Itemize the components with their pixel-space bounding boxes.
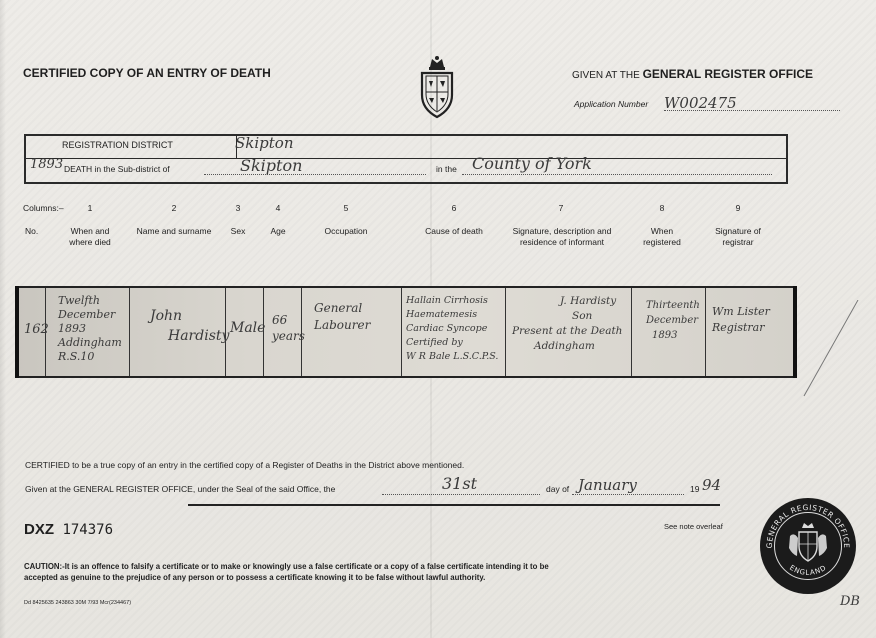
entry-left-bar xyxy=(15,286,19,378)
entry-informant-line: Present at the Death xyxy=(512,325,623,337)
document-title: CERTIFIED COPY OF AN ENTRY OF DEATH xyxy=(23,66,271,80)
county-line xyxy=(462,174,772,175)
entry-when-where-line: R.S.10 xyxy=(58,350,95,363)
given-statement: Given at the GENERAL REGISTER OFFICE, under the Seal of the said Office, the xyxy=(25,484,336,494)
entry-informant-line: J. Hardisty xyxy=(560,295,617,307)
entry-age xyxy=(272,312,305,344)
office-name: GENERAL REGISTER OFFICE xyxy=(642,67,814,81)
page-shadow xyxy=(0,0,6,638)
register-office-seal xyxy=(760,498,856,594)
margin-stroke xyxy=(800,300,860,400)
application-number-label: Application Number xyxy=(574,99,649,109)
entry-when-where xyxy=(58,294,122,364)
certified-statement: CERTIFIED to be a true copy of an entry in the certified copy of a Register of Deaths in the District above mentioned. xyxy=(25,460,465,470)
column-number-4: 4 xyxy=(275,203,281,213)
caution-line-1: CAUTION:-It is an offence to falsify a certificate or to make or knowingly use a false certificate or a copy of a false certificate intending it to be xyxy=(24,562,549,571)
month-line xyxy=(572,494,684,495)
given-at-label: GIVEN AT THE xyxy=(572,70,640,81)
entry-registered-line: Thirteenth xyxy=(646,300,700,311)
year-value: 94 xyxy=(702,476,722,494)
seal-top-text: GENERAL REGISTER OFFICE xyxy=(764,502,852,549)
month-value: January xyxy=(578,476,637,494)
entry-name-surname: Hardisty xyxy=(168,328,230,344)
subdistrict-value: Skipton xyxy=(240,156,303,175)
given-at-header xyxy=(572,67,813,81)
column-divider xyxy=(401,288,402,376)
subdistrict-label: DEATH in the Sub-district of xyxy=(64,164,170,174)
entry-cause-line: Certified by xyxy=(406,337,463,348)
column-divider xyxy=(631,288,632,376)
entry-right-bar xyxy=(793,286,797,378)
entry-informant-line: Son xyxy=(572,310,593,322)
svg-text:ENGLAND xyxy=(788,564,828,577)
signature-rule xyxy=(188,504,720,506)
county-label: in the xyxy=(436,164,457,174)
entry-when-where-line: Twelfth xyxy=(58,294,100,307)
entry-sex: Male xyxy=(230,320,266,336)
entry-age-number: 66 xyxy=(272,313,288,327)
column-divider xyxy=(129,288,130,376)
entry-occupation-line: General xyxy=(314,301,363,315)
registration-district-label: REGISTRATION DISTRICT xyxy=(62,140,173,150)
column-divider xyxy=(705,288,706,376)
day-of-label: day of xyxy=(546,484,570,494)
column-header-when-registered: When registered xyxy=(643,226,681,247)
subdistrict-line xyxy=(204,174,426,175)
column-divider xyxy=(505,288,506,376)
entry-cause-line: W R Bale L.S.C.P.S. xyxy=(406,351,499,362)
column-header-when-where: When and where died xyxy=(69,226,111,247)
column-header-informant: Signature, description and residence of informant xyxy=(512,226,612,247)
column-number-1: 1 xyxy=(87,203,93,213)
entry-name xyxy=(150,306,229,346)
seal-bottom-text: ENGLAND xyxy=(788,563,828,577)
column-no-label: No. xyxy=(25,226,39,236)
entry-registrar xyxy=(712,304,770,336)
column-number-9: 9 xyxy=(735,203,741,213)
registration-district-value: Skipton xyxy=(235,134,294,152)
royal-crest-icon xyxy=(418,55,456,121)
entry-registrar-line: Wm Lister xyxy=(712,305,770,318)
column-number-5: 5 xyxy=(343,203,349,213)
entry-cause-line: Cardiac Syncope xyxy=(406,323,488,334)
seal-emblem-icon xyxy=(760,498,856,594)
column-number-2: 2 xyxy=(171,203,177,213)
day-line xyxy=(382,494,540,495)
column-header-registrar: Signature of registrar xyxy=(715,226,761,247)
initials: DB xyxy=(840,594,860,609)
column-header-occupation: Occupation xyxy=(324,226,368,236)
column-number-8: 8 xyxy=(659,203,665,213)
entry-name-first: John xyxy=(150,308,183,324)
entry-cause-of-death xyxy=(406,294,498,364)
column-header-age: Age xyxy=(270,226,286,236)
entry-when-where-line: 1893 xyxy=(58,322,86,335)
column-number-6: 6 xyxy=(451,203,457,213)
column-number-3: 3 xyxy=(235,203,241,213)
entry-informant xyxy=(512,294,622,354)
entry-when-where-line: Addingham xyxy=(58,336,122,349)
serial-digits: 174376 xyxy=(62,522,114,538)
column-header-cause: Cause of death xyxy=(425,226,483,236)
entry-informant-line: Addingham xyxy=(534,340,595,352)
column-header-sex: Sex xyxy=(230,226,246,236)
serial-number xyxy=(24,521,113,539)
see-note-overleaf: See note overleaf xyxy=(664,522,723,531)
entry-when-where-line: December xyxy=(58,308,116,321)
day-value: 31st xyxy=(442,474,477,493)
registration-box-divider xyxy=(26,158,786,159)
entry-registered-line: 1893 xyxy=(652,330,678,341)
entry-age-unit: years xyxy=(272,329,305,343)
column-number-7: 7 xyxy=(558,203,564,213)
entry-occupation xyxy=(314,300,370,334)
print-code: Dd 8425635 243863 30M 7/93 Mcr(234467) xyxy=(24,600,132,606)
application-number-value: W002475 xyxy=(664,94,737,112)
entry-registered-line: December xyxy=(646,315,699,326)
entry-registrar-line: Registrar xyxy=(712,321,765,334)
column-header-name: Name and surname xyxy=(136,226,212,236)
entry-cause-line: Hallain Cirrhosis xyxy=(406,295,488,306)
entry-occupation-line: Labourer xyxy=(314,318,371,332)
caution-line-2: accepted as genuine to the prejudice of any person or to possess a certificate knowing it to be false without lawful authority. xyxy=(24,573,486,582)
entry-cause-line: Haematemesis xyxy=(406,309,478,320)
columns-label: Columns:– xyxy=(23,203,64,213)
entry-when-registered xyxy=(646,298,700,343)
year-prefix: 19 xyxy=(690,484,700,494)
death-year: 1893 xyxy=(30,157,64,172)
serial-prefix: DXZ xyxy=(24,521,54,538)
entry-number: 162 xyxy=(24,322,49,337)
county-value: County of York xyxy=(472,154,592,173)
